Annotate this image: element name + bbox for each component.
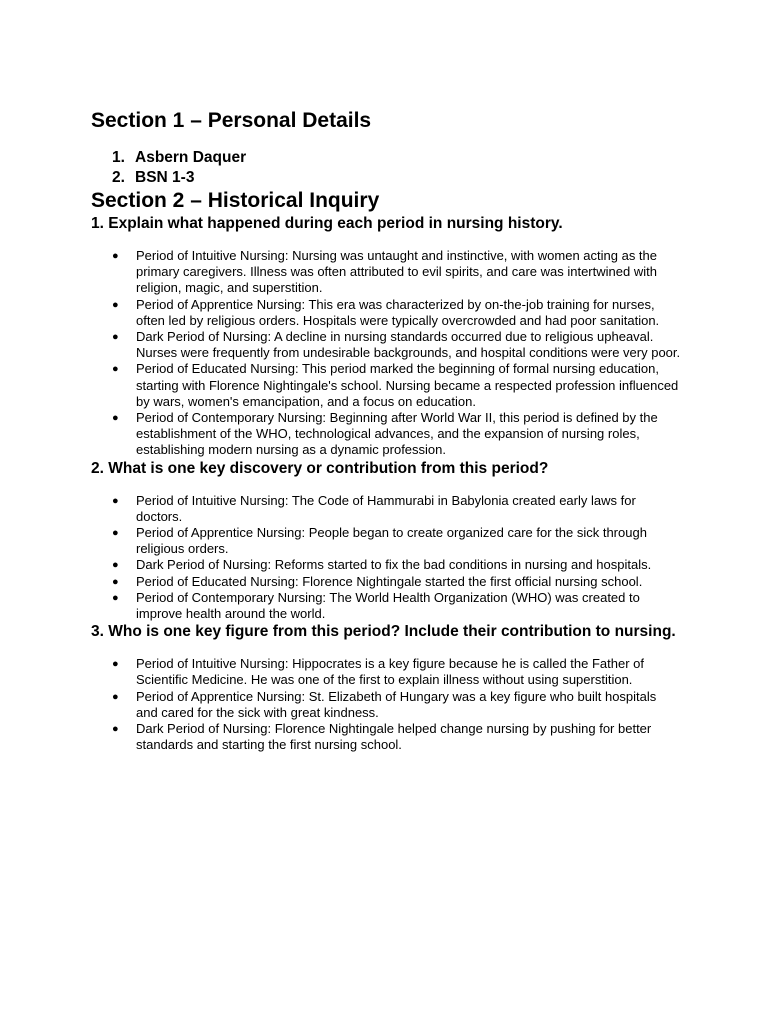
question-3-heading: 3. Who is one key figure from this period? Include their contribution to nursing. <box>91 623 676 641</box>
answer-text: Dark Period of Nursing: A decline in nursing standards occurred due to religious upheaval. Nurses were frequently from undesirable backgrounds, and hospital conditions were very poor. <box>136 329 681 361</box>
list-item <box>91 410 691 459</box>
bullet-icon: ● <box>112 363 119 376</box>
answer-text: Period of Educated Nursing: This period marked the beginning of formal nursing education, starting with Florence Nightingale's school. Nursing became a respected profession influenced by wars, women's emancipation, and a focus on education. <box>136 361 679 409</box>
bullet-icon: ● <box>112 591 119 604</box>
bullet-icon: ● <box>112 412 119 425</box>
bullet-icon: ● <box>112 527 119 540</box>
bullet-icon: ● <box>112 723 119 736</box>
list-item <box>91 656 691 688</box>
list-item <box>91 689 691 721</box>
answer-text: Dark Period of Nursing: Reforms started to fix the bad conditions in nursing and hospitals. <box>136 557 652 573</box>
list-number: 1. <box>112 149 125 166</box>
answer-text: Period of Contemporary Nursing: The World Health Organization (WHO) was created to improve health around the world. <box>136 589 640 622</box>
bullet-icon: ● <box>112 559 119 572</box>
answer-text: Period of Educated Nursing: Florence Nightingale started the first official nursing school. <box>136 573 643 589</box>
answer-text: Period of Intuitive Nursing: The Code of Hammurabi in Babylonia created early laws for doctors. <box>136 492 636 524</box>
answer-text: Period of Apprentice Nursing: St. Elizabeth of Hungary was a key figure who built hospitals and cared for the sick with great kindness. <box>136 688 657 720</box>
section-2-heading: Section 2 – Historical Inquiry <box>91 189 380 212</box>
list-item <box>91 361 691 410</box>
bullet-icon: ● <box>112 690 119 703</box>
personal-details-list <box>91 148 691 188</box>
answer-text: Period of Intuitive Nursing: Hippocrates is a key figure because he is called the Father of Scientific Medicine. He was one of the first to explain illness without using superstition. <box>136 656 644 688</box>
answer-text: Period of Apprentice Nursing: This era was characterized by on-the-job training for nurses, often led by religious orders. Hospitals were typically overcrowded and had poor sanitation. <box>136 296 660 328</box>
answer-text: Period of Contemporary Nursing: Beginning after World War II, this period is defined by the establishment of the WHO, technological advances, and the expansion of nursing roles, establishing modern nursing as a dynamic profession. <box>136 410 658 458</box>
list-item <box>91 590 691 622</box>
bullet-icon: ● <box>112 658 119 671</box>
list-item <box>91 168 691 188</box>
student-name: Asbern Daquer <box>135 149 247 166</box>
question-2-heading: 2. What is one key discovery or contribution from this period? <box>91 459 549 477</box>
question-1-heading: 1. Explain what happened during each period in nursing history. <box>91 215 563 232</box>
document-content <box>91 108 691 753</box>
answer-text: Dark Period of Nursing: Florence Nightingale helped change nursing by pushing for better standards and starting the first nursing school. <box>136 721 652 753</box>
answer-text: Period of Apprentice Nursing: People began to create organized care for the sick through religious orders. <box>136 525 647 557</box>
list-item <box>91 557 691 573</box>
question-1-answers <box>91 248 691 459</box>
list-item <box>91 493 691 525</box>
bullet-icon: ● <box>112 250 119 262</box>
list-item <box>91 148 691 168</box>
answer-text: Period of Intuitive Nursing: Nursing was untaught and instinctive, with women acting as the primary caregivers. Illness was often attributed to evil spirits, and care was intertwined with religion, magic, and superstition. <box>136 248 657 296</box>
bullet-icon: ● <box>112 331 119 344</box>
list-item <box>91 297 691 329</box>
bullet-icon: ● <box>112 575 119 588</box>
list-item <box>91 248 691 297</box>
list-item <box>91 329 691 361</box>
section-1-heading: Section 1 – Personal Details <box>91 109 372 132</box>
list-item <box>91 525 691 557</box>
question-2-answers <box>91 493 691 623</box>
bullet-icon: ● <box>112 298 119 311</box>
bullet-icon: ● <box>112 494 119 507</box>
question-3-answers <box>91 656 691 753</box>
list-number: 2. <box>112 169 125 186</box>
student-section: BSN 1-3 <box>135 169 195 186</box>
list-item <box>91 574 691 590</box>
list-item <box>91 721 691 753</box>
